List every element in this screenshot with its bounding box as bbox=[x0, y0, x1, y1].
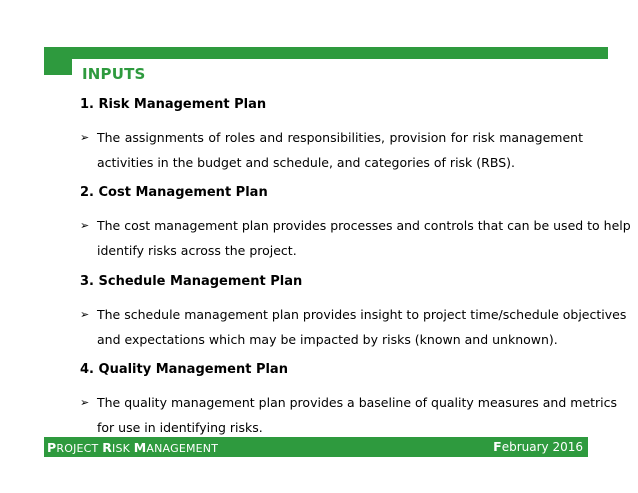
arrow-bullet-icon: ➢ bbox=[80, 308, 90, 321]
section-heading-2 bbox=[80, 185, 268, 200]
section-title: Cost Management Plan bbox=[98, 185, 268, 200]
arrow-bullet-icon: ➢ bbox=[80, 219, 90, 232]
section-title: Risk Management Plan bbox=[98, 97, 267, 112]
bullet-line: The assignments of roles and responsibilities, provision for risk management bbox=[97, 130, 583, 145]
section-number: 4. bbox=[80, 362, 94, 377]
bullet-line: The cost management plan provides processes and controls that can be used to help bbox=[97, 218, 631, 233]
section-number: 2. bbox=[80, 185, 94, 200]
title-tab bbox=[72, 59, 608, 86]
bullet-line: for use in identifying risks. bbox=[97, 420, 263, 435]
section-heading-4 bbox=[80, 362, 288, 377]
bullet-line: identify risks across the project. bbox=[97, 243, 297, 258]
section-heading-3 bbox=[80, 274, 302, 289]
section-number: 1. bbox=[80, 97, 94, 112]
bullet-line: The quality management plan provides a baseline of quality measures and metrics bbox=[97, 395, 618, 410]
slide-title: INPUTS bbox=[82, 65, 146, 83]
footer-date: February 2016 bbox=[493, 439, 583, 454]
bullet-line: and expectations which may be impacted by risks (known and unknown). bbox=[97, 332, 558, 347]
arrow-bullet-icon: ➢ bbox=[80, 396, 90, 409]
bullet-line: activities in the budget and schedule, and categories of risk (RBS). bbox=[97, 155, 515, 170]
section-title: Quality Management Plan bbox=[98, 362, 288, 377]
footer-course-title: PROJECT RISK MANAGEMENT bbox=[47, 440, 219, 455]
bullet-line: The schedule management plan provides insight to project time/schedule objectives bbox=[97, 307, 627, 322]
section-title: Schedule Management Plan bbox=[98, 274, 303, 289]
arrow-bullet-icon: ➢ bbox=[80, 131, 90, 144]
section-number: 3. bbox=[80, 274, 94, 289]
section-heading-1 bbox=[80, 97, 266, 112]
